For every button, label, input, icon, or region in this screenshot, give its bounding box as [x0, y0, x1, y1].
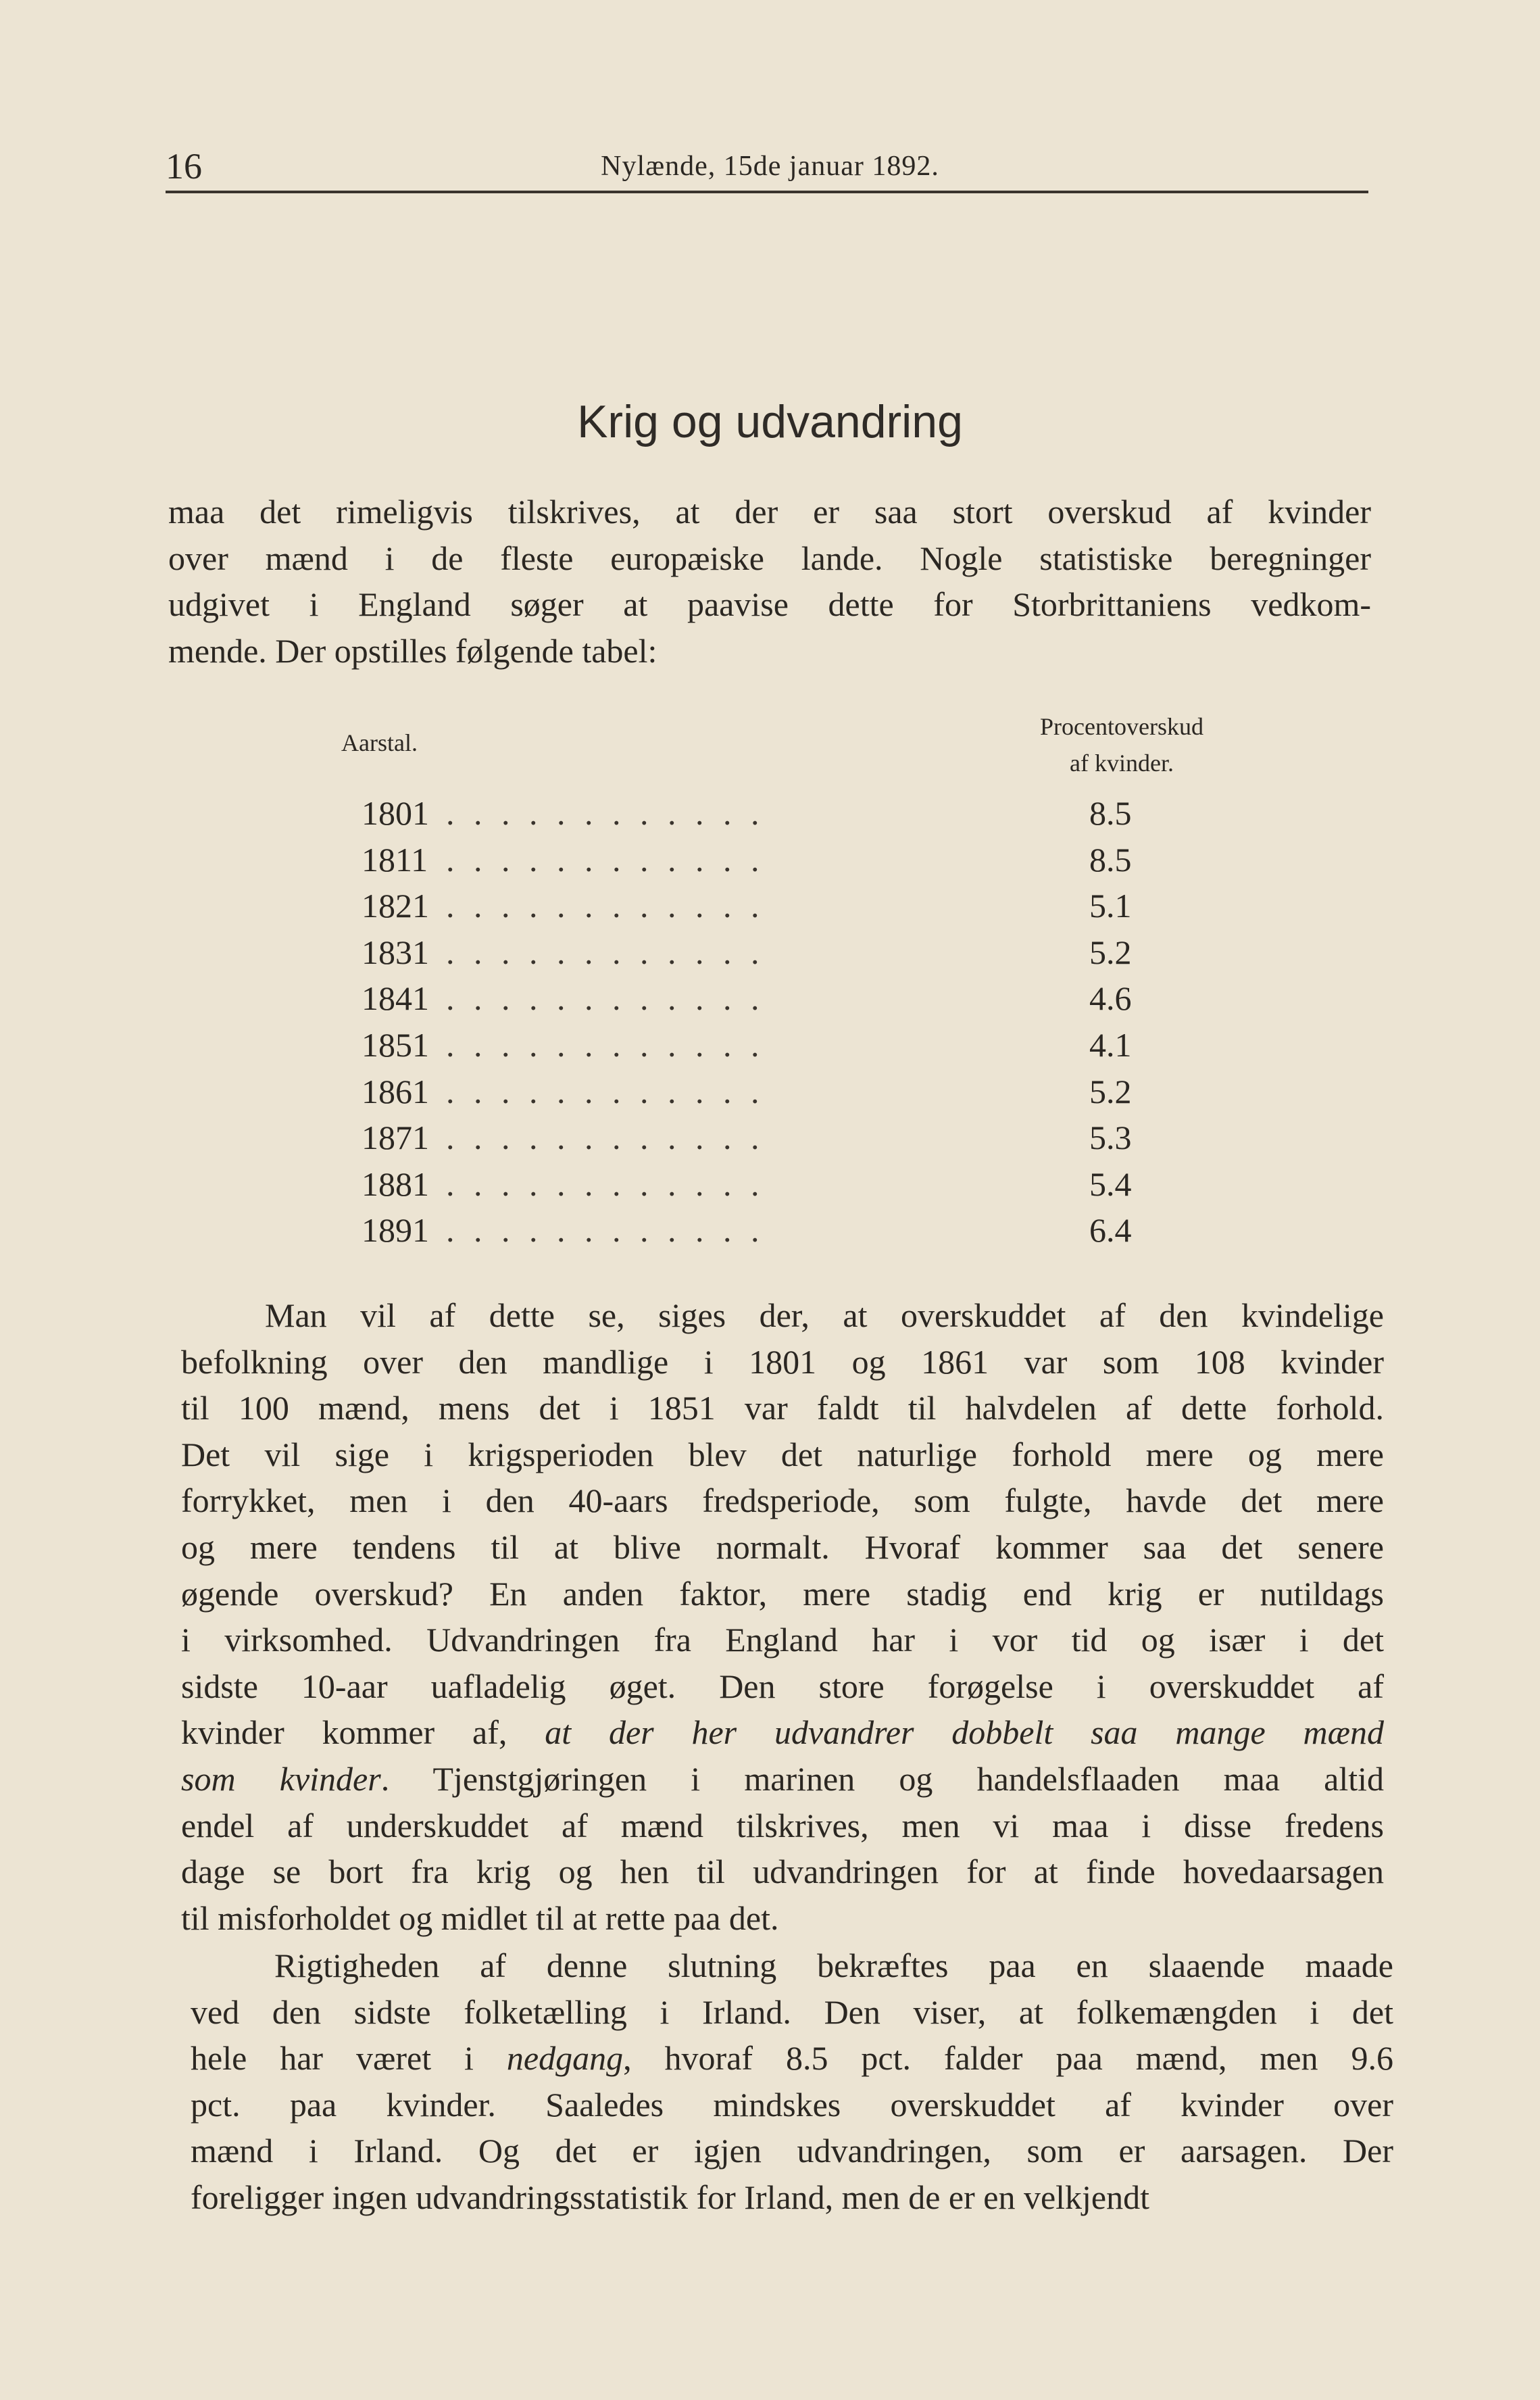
header-rule — [166, 191, 1368, 193]
table-header-year: Aarstal. — [341, 729, 418, 756]
text-line — [181, 1477, 1384, 1524]
table-cell-value: 5.1 — [1089, 887, 1132, 925]
table-cell-year: 1881 — [362, 1165, 429, 1203]
text-line — [191, 2035, 1393, 2082]
text-run: mænd i Irland. Og det er igjen udvandringen, som er aarsagen. Der — [191, 2132, 1393, 2170]
table-cell-value: 4.6 — [1089, 979, 1132, 1018]
table-cell-year: 1861 — [362, 1072, 429, 1110]
text-line — [181, 1524, 1384, 1571]
table-cell-value: 6.4 — [1089, 1211, 1132, 1250]
table-cell-year: 1831 — [362, 933, 429, 971]
text-run: mende. Der opstilles følgende tabel: — [168, 631, 657, 670]
text-line — [191, 2082, 1393, 2128]
dot-leader: . . . . . . . . . . . . — [446, 933, 765, 971]
table-header-percent-line1: Procentoverskud — [1040, 713, 1203, 740]
text-run: Det vil sige i krigsperioden blev det naturlige forhold mere og mere — [181, 1435, 1384, 1473]
text-line — [168, 535, 1371, 582]
text-run: foreligger ingen udvandringsstatistik for Irland, men de er en velkjendt — [191, 2178, 1150, 2216]
table-cell-value: 5.2 — [1089, 1072, 1132, 1110]
text-run: udgivet i England søger at paavise dette for Storbrittaniens vedkom- — [168, 585, 1371, 624]
text-run: dage se bort fra krig og hen til udvandringen for at finde hovedaarsagen — [181, 1853, 1384, 1891]
text-line — [181, 1803, 1384, 1849]
text-line — [168, 581, 1371, 628]
paragraph-analysis — [181, 1292, 1384, 1941]
text-run: maa det rimeligvis tilskrives, at der er saa stort overskud af kvinder — [168, 493, 1371, 531]
italic-text: at der her udvandrer dobbelt saa mange mænd — [545, 1713, 1384, 1752]
text-line — [191, 1942, 1393, 1989]
text-line — [191, 2128, 1393, 2174]
text-line — [181, 1385, 1384, 1431]
text-run: kvinder kommer af, — [181, 1713, 545, 1752]
text-run: befolkning over den mandlige i 1801 og 1861 var som 108 kvinder — [181, 1342, 1384, 1381]
dot-leader: . . . . . . . . . . . . — [446, 1072, 765, 1110]
paragraph-ireland — [191, 1942, 1393, 2221]
dot-leader: . . . . . . . . . . . . — [446, 840, 765, 879]
text-run: Rigtigheden af denne slutning bekræftes paa en slaaende maade — [274, 1946, 1393, 1984]
table-cell-year: 1871 — [362, 1119, 429, 1157]
text-run: endel af underskuddet af mænd tilskrives, men vi maa i disse fredens — [181, 1806, 1384, 1844]
text-line — [168, 489, 1371, 535]
text-run: til 100 mænd, mens det i 1851 var faldt til halvdelen af dette forhold. — [181, 1389, 1384, 1427]
table-header-percent — [1000, 708, 1243, 781]
text-line — [181, 1756, 1384, 1803]
text-line — [181, 1617, 1384, 1663]
table-cell-year: 1841 — [362, 979, 429, 1018]
dot-leader: . . . . . . . . . . . . — [446, 979, 765, 1018]
table-cell-year: 1811 — [362, 840, 428, 879]
table-header-percent-line2: af kvinder. — [1070, 750, 1174, 777]
italic-text: som kvinder — [181, 1759, 381, 1798]
text-run: ved den sidste folketælling i Irland. Den viser, at folkemængden i det — [191, 1992, 1393, 2031]
table-cell-value: 5.4 — [1089, 1165, 1132, 1203]
paragraph-intro — [168, 489, 1371, 674]
text-line — [181, 1571, 1384, 1617]
dot-leader: . . . . . . . . . . . . — [446, 1119, 765, 1157]
text-run: øgende overskud? En anden faktor, mere stadig end krig er nutildags — [181, 1574, 1384, 1613]
table-cell-value: 8.5 — [1089, 840, 1132, 879]
text-run: , hvoraf 8.5 pct. falder paa mænd, men 9.6 — [623, 2039, 1393, 2078]
text-line — [181, 1663, 1384, 1710]
text-line — [168, 628, 1371, 675]
table-cell-year: 1801 — [362, 794, 429, 832]
table-cell-year: 1891 — [362, 1211, 429, 1250]
dot-leader: . . . . . . . . . . . . — [446, 1211, 765, 1250]
table-cell-year: 1851 — [362, 1026, 429, 1064]
text-run: forrykket, men i den 40-aars fredsperiode, som fulgte, havde det mere — [181, 1481, 1384, 1520]
dot-leader: . . . . . . . . . . . . — [446, 887, 765, 925]
running-head: Nylænde, 15de januar 1892. — [601, 151, 939, 182]
text-line — [181, 1339, 1384, 1386]
dot-leader: . . . . . . . . . . . . — [446, 1165, 765, 1203]
dot-leader: . . . . . . . . . . . . — [446, 1026, 765, 1064]
text-run: i virksomhed. Udvandringen fra England har i vor tid og især i det — [181, 1621, 1384, 1659]
text-line — [191, 2174, 1393, 2221]
text-run: over mænd i de fleste europæiske lande. Nogle statistiske beregninger — [168, 539, 1371, 577]
table-cell-value: 5.2 — [1089, 933, 1132, 971]
italic-text: nedgang — [506, 2039, 624, 2078]
text-line — [181, 1709, 1384, 1756]
table-cell-value: 5.3 — [1089, 1119, 1132, 1157]
text-run: Man vil af dette se, siges der, at overskuddet af den kvindelige — [265, 1296, 1384, 1334]
text-run: sidste 10-aar uafladelig øget. Den store forøgelse i overskuddet af — [181, 1667, 1384, 1705]
text-run: pct. paa kvinder. Saaledes mindskes overskuddet af kvinder over — [191, 2085, 1393, 2124]
text-line — [181, 1895, 1384, 1942]
table-cell-value: 8.5 — [1089, 794, 1132, 832]
text-run: . Tjenstgjøringen i marinen og handelsflaaden maa altid — [380, 1759, 1385, 1798]
text-line — [181, 1292, 1384, 1339]
dot-leader: . . . . . . . . . . . . — [446, 794, 765, 832]
text-run: til misforholdet og midlet til at rette paa det. — [181, 1899, 779, 1937]
text-line — [191, 1989, 1393, 2036]
text-run: hele har været i — [191, 2039, 507, 2078]
text-run: og mere tendens til at blive normalt. Hvoraf kommer saa det senere — [181, 1527, 1384, 1566]
table-cell-value: 4.1 — [1089, 1026, 1132, 1064]
text-line — [181, 1848, 1384, 1895]
text-line — [181, 1431, 1384, 1478]
table-cell-year: 1821 — [362, 887, 429, 925]
article-title: Krig og udvandring — [577, 396, 963, 447]
page-number: 16 — [166, 146, 202, 187]
